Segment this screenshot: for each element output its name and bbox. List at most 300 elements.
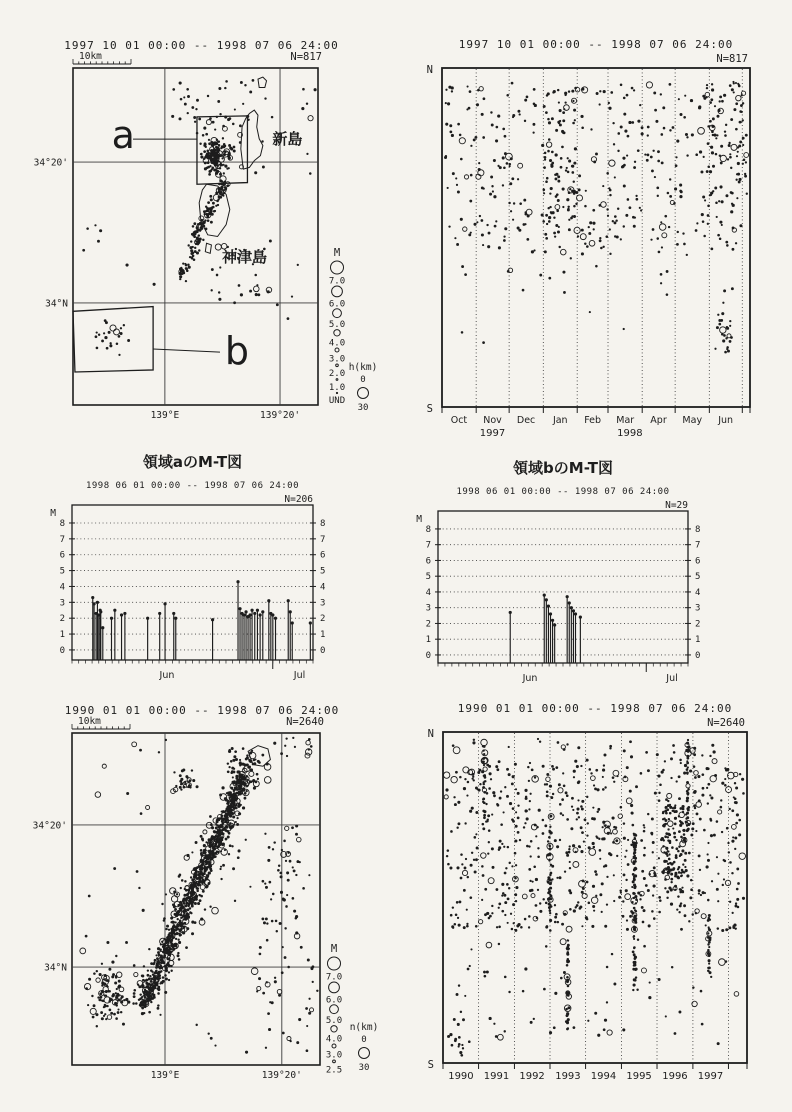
epicenter-dot (93, 972, 96, 975)
epicenter-dot (573, 192, 576, 195)
epicenter-dot (656, 186, 659, 189)
event-stems (91, 580, 312, 659)
epicenter-dot (468, 107, 471, 110)
epicenter-dot (549, 912, 551, 914)
epicenter-dot (143, 991, 145, 993)
magnitude-axis-label: M (416, 514, 422, 525)
epicenter-dot (205, 227, 208, 230)
epicenter-dot (183, 911, 186, 914)
epicenter-dot (570, 827, 573, 830)
epicenter-dot (193, 258, 196, 261)
epicenter-dot (533, 88, 536, 91)
epicenter-dot (220, 832, 223, 835)
epicenter-dot (576, 765, 579, 768)
epicenter-dot (713, 834, 716, 837)
legend-circle (336, 379, 338, 381)
epicenter-dot (651, 910, 654, 913)
epicenter-dot (473, 779, 475, 781)
epicenter-dot (467, 85, 469, 87)
event-stem-top (92, 602, 95, 605)
event-count-label: N=2640 (707, 717, 745, 729)
epicenter-dot (643, 945, 646, 948)
epicenter-dot (557, 231, 560, 234)
epicenter-dot (670, 878, 673, 881)
epicenter-dot (716, 216, 718, 218)
epicenter-dot (667, 800, 669, 802)
magnitude-tick-label: 2 (320, 614, 326, 625)
epicenter-dot (670, 873, 673, 876)
epicenter-dot (308, 116, 313, 121)
epicenter-dot (277, 869, 280, 872)
epicenter-dot (712, 134, 714, 136)
epicenter-dot (524, 918, 527, 921)
epicenter-dot (119, 987, 124, 992)
epicenter-dot (96, 978, 100, 982)
date-range-label: 1997 10 01 00:00 -- 1998 07 06 24:00 (458, 38, 734, 51)
epicenter-dot (588, 232, 591, 235)
epicenter-dot (218, 825, 221, 828)
epicenter-dot (157, 1004, 159, 1006)
epicenter-dot (496, 926, 498, 928)
epicenter-dot (133, 992, 136, 995)
epicenter-dot (581, 126, 584, 129)
epicenter-dot (601, 882, 604, 885)
magnitude-tick-label: 1 (59, 630, 65, 641)
epicenter-dot (710, 98, 713, 101)
epicenter-dot (203, 158, 205, 160)
epicenter-dot (597, 808, 600, 811)
epicenter-dot (683, 833, 686, 836)
epicenter-dot (575, 191, 578, 194)
epicenter-dot (539, 741, 541, 743)
magnitude-tick-label: 1 (425, 635, 431, 646)
event-stems (509, 593, 582, 662)
epicenter-dot (178, 117, 181, 120)
legend-circle (333, 309, 342, 318)
epicenter-dot (155, 954, 157, 956)
epicenter-dot (253, 759, 255, 761)
epicenter-dot (622, 157, 625, 160)
epicenter-dot (622, 900, 624, 902)
epicenter-dot (626, 798, 632, 804)
longitude-label: 139°20' (261, 1070, 302, 1081)
year-label: 1997 (697, 1071, 724, 1082)
epicenter-dot (605, 824, 607, 826)
epicenter-dot (678, 830, 681, 833)
epicenter-dot (452, 744, 455, 747)
epicenter-dot (576, 195, 582, 201)
epicenter-dot (670, 869, 673, 872)
epicenter-dot (224, 849, 226, 851)
epicenter-dot (580, 765, 582, 767)
year-label: 1996 (662, 1071, 688, 1082)
epicenter-dot (679, 759, 682, 762)
epicenter-dot (175, 921, 177, 923)
epicenter-dot (512, 114, 515, 117)
epicenter-dot (101, 1017, 104, 1020)
epicenter-dot (195, 1024, 197, 1026)
epicenter-dot (99, 973, 102, 976)
magnitude-tick-label: 3 (320, 598, 326, 609)
epicenter-dot (724, 351, 727, 354)
epicenter-dot (141, 1007, 144, 1010)
epicenter-dot (451, 134, 454, 137)
epicenter-dot (96, 970, 98, 972)
epicenter-dot (679, 904, 682, 907)
epicenter-dot (494, 225, 497, 228)
epicenter-dot (139, 749, 142, 752)
epicenter-dot (573, 109, 576, 112)
epicenter-dot (574, 760, 577, 763)
epicenter-dot (452, 906, 454, 908)
epicenter-dot (196, 785, 199, 788)
epicenter-dot (721, 319, 724, 322)
epicenter-dot (552, 211, 555, 214)
epicenter-dot (721, 929, 724, 932)
epicenter-dot (603, 865, 605, 867)
epicenter-dot (261, 917, 264, 920)
epicenter-dot (491, 905, 493, 907)
epicenter-dot (133, 995, 136, 998)
epicenter-dot (142, 909, 145, 912)
epicenter-dot (475, 811, 478, 814)
epicenter-dot (744, 173, 746, 175)
epicenter-dot (217, 198, 219, 200)
epicenter-dot (113, 1013, 116, 1016)
epicenter-dot (483, 810, 486, 813)
epicenter-dot (472, 776, 474, 778)
epicenter-dot (295, 917, 298, 920)
epicenter-dot (300, 946, 303, 949)
epicenter-dot (580, 826, 583, 829)
epicenter-dot (723, 859, 725, 861)
epicenter-dot (221, 193, 224, 196)
epicenter-dot (599, 237, 601, 239)
epicenter-dot (498, 907, 500, 909)
epicenter-dot (133, 989, 136, 992)
epicenter-dot (665, 819, 668, 822)
epicenter-dot (727, 334, 731, 338)
epicenter-dot (209, 158, 212, 161)
epicenter-dot (213, 210, 216, 213)
epicenter-dot (652, 841, 655, 844)
epicenter-dot (661, 871, 664, 874)
epicenter-dot (217, 100, 220, 103)
magnitude-tick-label: 0 (695, 650, 701, 661)
epicenter-dot (677, 895, 679, 897)
legend-circle (330, 1005, 339, 1014)
epicenter-dot (542, 832, 545, 835)
epicenter-dot (576, 904, 579, 907)
region-label-b: b (224, 328, 249, 373)
epicenter-dot (722, 302, 724, 304)
epicenter-dot (586, 796, 588, 798)
epicenter-dot (574, 87, 577, 90)
epicenter-dot (457, 1023, 460, 1026)
epicenter-dot (180, 267, 182, 269)
epicenter-dot (210, 221, 213, 224)
epicenter-dot (560, 157, 563, 160)
epicenter-dot (671, 862, 674, 865)
epicenter-dot (491, 813, 493, 815)
epicenter-dot (712, 759, 717, 764)
epicenter-dot (175, 938, 177, 940)
epicenter-dot (491, 185, 493, 187)
epicenter-dot (514, 893, 517, 896)
epicenter-dot (179, 919, 182, 922)
epicenter-dot (267, 1012, 270, 1015)
epicenter-dot (573, 909, 576, 912)
epicenter-dot (101, 982, 104, 985)
epicenter-dot (686, 797, 689, 800)
epicenter-dot (656, 753, 659, 756)
epicenter-dot (563, 971, 566, 974)
epicenter-dot (283, 840, 286, 843)
epicenter-dot (469, 965, 471, 967)
epicenter-dot (209, 852, 212, 855)
epicenter-dot (298, 1018, 301, 1021)
epicenter-dot (614, 215, 617, 218)
epicenter-dot (580, 850, 583, 853)
epicenter-dot (563, 748, 566, 751)
epicenter-dot (211, 289, 213, 291)
epicenter-dot (483, 816, 486, 819)
epicenter-dot (287, 1037, 291, 1041)
epicenter-dot (95, 792, 101, 798)
epicenter-dot (240, 293, 243, 296)
epicenter-dot (255, 293, 258, 296)
epicenter-dot (117, 1011, 120, 1014)
epicenter-dot (482, 781, 484, 783)
epicenter-dot (230, 803, 233, 806)
epicenter-dot (710, 192, 713, 195)
epicenter-dot (229, 844, 232, 847)
epicenter-dot (565, 1020, 568, 1023)
epicenter-dot (200, 849, 203, 852)
event-stem-top (253, 612, 256, 615)
epicenter-dot (191, 769, 193, 771)
epicenter-dot (566, 976, 569, 979)
epicenter-dot (589, 240, 595, 246)
legend-item-label: 5.0 (325, 1016, 343, 1027)
epicenter-dot (549, 1031, 552, 1034)
epicenter-dot (447, 863, 450, 866)
epicenter-dot (732, 912, 734, 914)
event-stem-top (291, 621, 294, 624)
event-stem-top (570, 606, 573, 609)
epicenter-dot (641, 906, 644, 909)
epicenter-dot (661, 837, 664, 840)
epicenter-dot (530, 840, 533, 843)
epicenter-dot (670, 903, 673, 906)
epicenter-dot (671, 966, 673, 968)
epicenter-dot (665, 807, 667, 809)
epicenter-dot (571, 165, 574, 168)
epicenter-dot (717, 927, 719, 929)
epicenter-dot (472, 741, 475, 744)
epicenter-dot (191, 905, 194, 908)
epicenter-dot (546, 142, 551, 147)
epicenter-dot (548, 220, 551, 223)
epicenter-dot (244, 797, 247, 800)
epicenter-dot (732, 248, 735, 251)
epicenter-dot (177, 954, 180, 957)
epicenter-dot (271, 116, 274, 119)
epicenter-dot (466, 925, 469, 928)
epicenter-dot (162, 976, 165, 979)
epicenter-dot (482, 874, 485, 877)
epicenter-dot (280, 891, 283, 894)
mt-plot-title: 領域aのM-T図 (142, 453, 243, 471)
epicenter-dot (132, 1002, 135, 1005)
epicenter-dot (109, 997, 112, 1000)
epicenter-dot (601, 837, 604, 840)
epicenter-dot (249, 771, 254, 776)
epicenter-dot (632, 989, 634, 991)
epicenter-dot (468, 1040, 471, 1043)
longitude-label: 139°E (150, 1070, 180, 1081)
epicenter-dot (591, 897, 597, 903)
epicenter-dot (566, 854, 569, 857)
epicenter-dot (109, 342, 111, 344)
epicenter-dot (501, 843, 503, 845)
epicenter-dot (575, 203, 577, 205)
epicenter-dot (102, 999, 105, 1002)
epicenter-dot (702, 196, 705, 199)
magnitude-tick-label: 0 (320, 645, 326, 656)
epicenter-dot (735, 927, 737, 929)
epicenter-dot (196, 887, 199, 890)
epicenter-dot (597, 1034, 600, 1037)
epicenter-dot (692, 1001, 697, 1006)
epicenter-dot (464, 273, 467, 276)
epicenter-dot (445, 102, 447, 104)
epicenter-dot (220, 164, 223, 167)
epicenter-dot (549, 887, 552, 890)
epicenter-dot (707, 842, 709, 844)
epicenter-dot (620, 84, 623, 87)
epicenter-dot (718, 810, 722, 814)
epicenter-dot (230, 760, 233, 763)
epicenter-dot (157, 978, 160, 981)
epicenter-dot (710, 247, 713, 250)
epicenter-dot (567, 157, 569, 159)
epicenter-dot (109, 344, 112, 347)
epicenter-dot (222, 145, 225, 148)
epicenter-dot (690, 834, 693, 837)
epicenter-dot (210, 858, 213, 861)
epicenter-dot (681, 849, 684, 852)
epicenter-dot (551, 151, 554, 154)
epicenter-dot (548, 836, 551, 839)
magnitude-tick-label: 7 (695, 540, 701, 551)
epicenter-dot (559, 876, 562, 879)
epicenter-dot (165, 966, 167, 968)
legend-circle (336, 392, 337, 393)
epicenter-dot (566, 980, 569, 983)
epicenter-dot (199, 143, 201, 145)
epicenter-dot (591, 925, 594, 928)
epicenter-dot (515, 864, 517, 866)
epicenter-dot (543, 166, 546, 169)
epicenter-dot (509, 862, 511, 864)
epicenter-dot (554, 904, 556, 906)
epicenter-dot (653, 884, 656, 887)
epicenter-dot (623, 225, 625, 227)
epicenter-dot (182, 263, 184, 265)
epicenter-dot (195, 108, 197, 110)
epicenter-dot (604, 786, 606, 788)
epicenter-dot (110, 1012, 113, 1015)
epicenter-dot (613, 826, 616, 829)
epicenter-dot (212, 121, 215, 124)
epicenter-dot (633, 166, 636, 169)
magnitude-tick-label: 3 (695, 603, 701, 614)
epicenter-dot (724, 767, 726, 769)
epicenter-dot (226, 809, 229, 812)
epicenter-dot (269, 240, 272, 243)
epicenter-dot (694, 807, 696, 809)
epicenter-dot (713, 750, 716, 753)
epicenter-dot (263, 921, 266, 924)
epicenter-dot (707, 932, 709, 934)
epicenter-dot (684, 914, 687, 917)
event-stem-top (261, 610, 264, 613)
epicenter-dot (306, 1025, 308, 1027)
epicenter-dot (497, 114, 500, 117)
epicenter-dot (511, 782, 514, 785)
epicenter-dot (695, 909, 699, 913)
epicenter-dot (585, 190, 587, 192)
epicenter-dot (82, 249, 85, 252)
epicenter-dot (199, 875, 201, 877)
epicenter-dot (153, 996, 156, 999)
epicenter-dot (613, 781, 615, 783)
epicenter-dot (215, 852, 218, 855)
epicenter-dot (707, 951, 709, 953)
epicenter-dot (558, 226, 560, 228)
epicenter-dot (668, 226, 670, 228)
epicenter-dot (308, 1012, 311, 1015)
epicenter-dot (623, 822, 625, 824)
epicenter-dot (483, 97, 486, 100)
epicenter-dot (725, 241, 728, 244)
epicenter-dot (567, 948, 569, 950)
epicenter-dot (160, 943, 162, 945)
epicenter-dot (463, 889, 466, 892)
epicenter-dot (150, 962, 153, 965)
event-stem-top (250, 609, 253, 612)
epicenter-dot (261, 754, 264, 757)
epicenter-dot (624, 130, 627, 133)
epicenter-dot (495, 139, 498, 142)
epicenter-dot (736, 868, 739, 871)
epicenter-dot (232, 123, 235, 126)
epicenter-dot (527, 766, 529, 768)
epicenter-dot (305, 753, 310, 758)
epicenter-dot (676, 780, 678, 782)
epicenter-dot (633, 946, 636, 949)
epicenter-dot (647, 134, 649, 136)
epicenter-dot (628, 121, 631, 124)
epicenter-dot (657, 774, 660, 777)
epicenter-dot (200, 885, 205, 890)
epicenter-dot (212, 850, 215, 853)
epicenter-dot (568, 219, 570, 221)
epicenter-dot (219, 266, 221, 268)
epicenter-dot (684, 859, 687, 862)
epicenter-dot (526, 817, 529, 820)
